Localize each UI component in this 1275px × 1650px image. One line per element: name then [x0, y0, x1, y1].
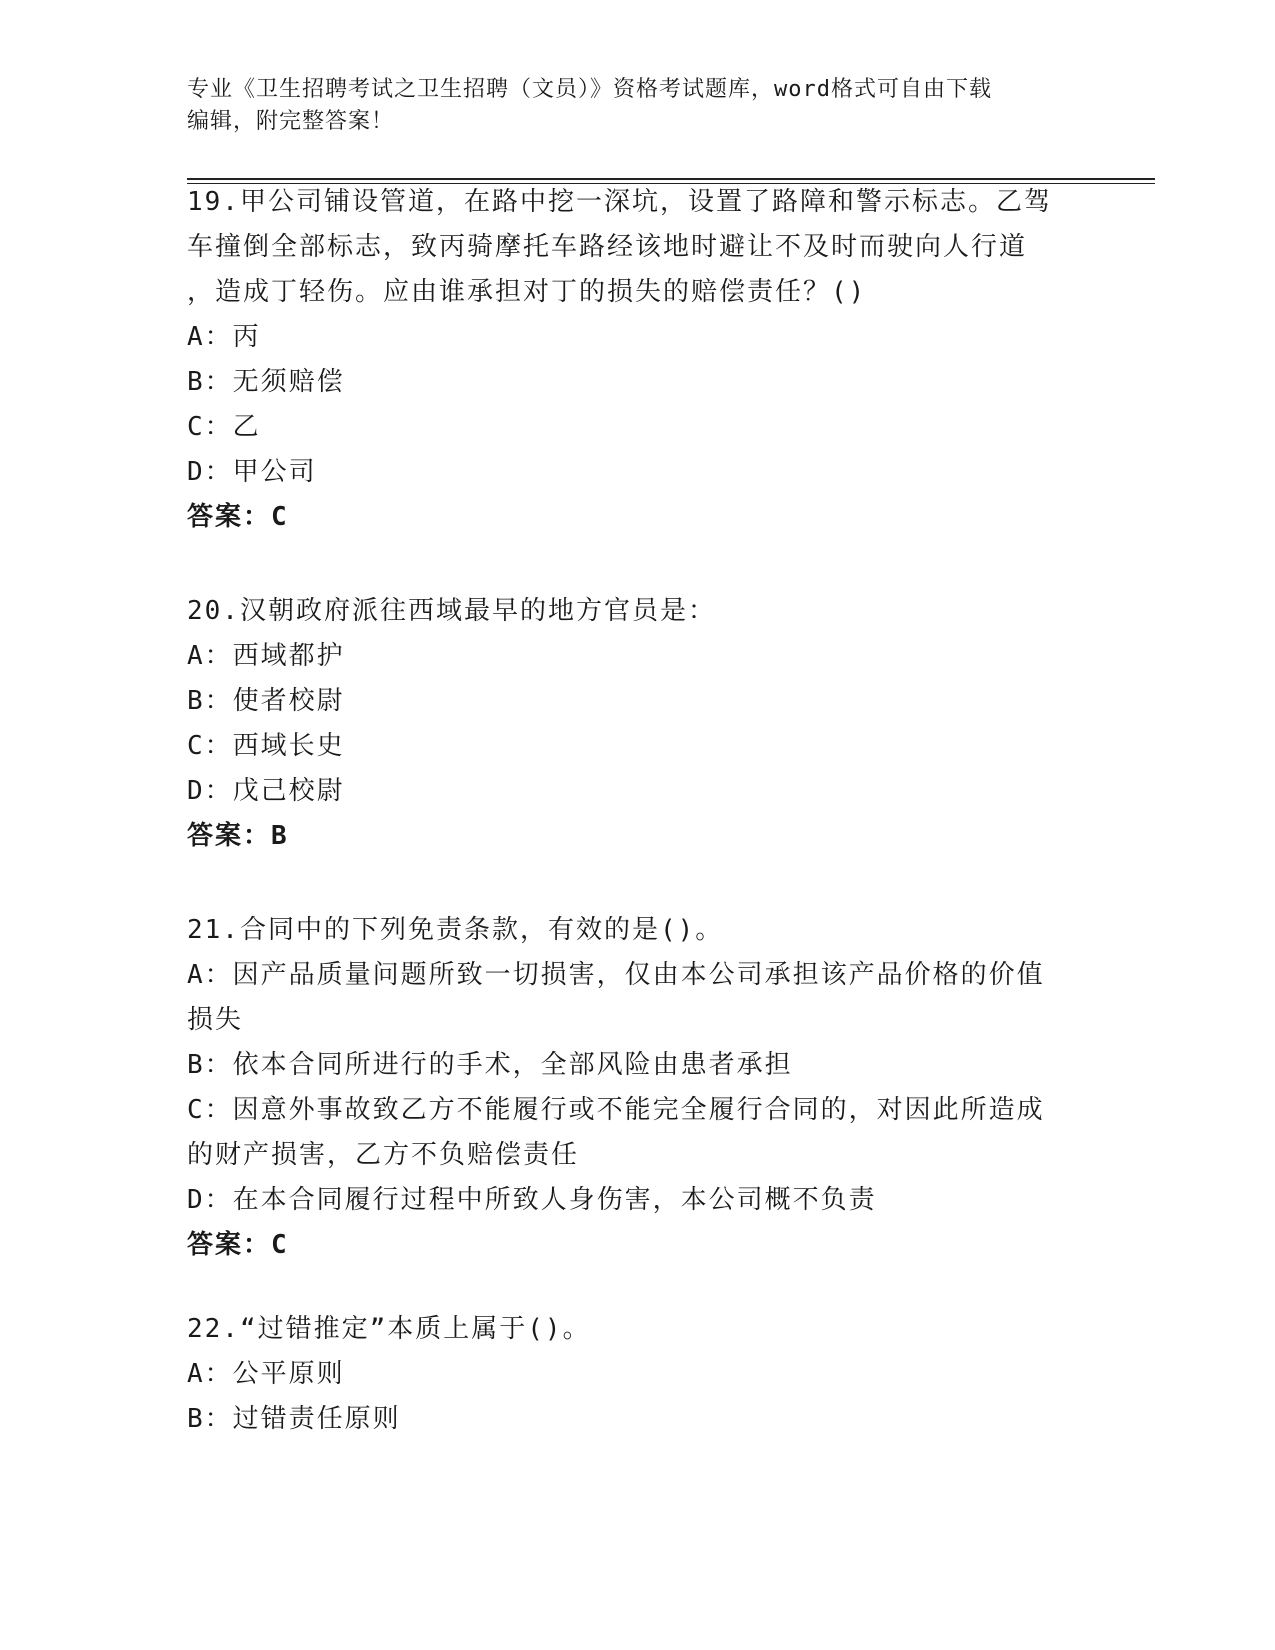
question-stem-line: ，造成丁轻伤。应由谁承担对丁的损失的赔偿责任？(): [187, 277, 867, 307]
question-stem-line: 车撞倒全部标志，致丙骑摩托车路经该地时避让不及时而驶向人行道: [187, 232, 1028, 262]
option-a: A：公平原则: [187, 1359, 345, 1389]
option-b: B：依本合同所进行的手术，全部风险由患者承担: [187, 1050, 793, 1080]
option-d: D：甲公司: [187, 457, 317, 487]
intro-line-2: 编辑，附完整答案！: [187, 109, 395, 134]
option-a: A：因产品质量问题所致一切损害，仅由本公司承担该产品价格的价值: [187, 960, 1045, 990]
option-a: A：丙: [187, 322, 261, 352]
question-stem-line: 20.汉朝政府派往西域最早的地方官员是：: [187, 596, 716, 626]
answer-label: 答案：C: [187, 1230, 289, 1260]
option-a: A：西域都护: [187, 641, 345, 671]
option-c-continued: 的财产损害，乙方不负赔偿责任: [187, 1140, 580, 1170]
question-21: [187, 908, 1077, 1268]
question-19: [187, 180, 1077, 540]
option-a-continued: 损失: [187, 1005, 244, 1035]
question-stem-line: 21.合同中的下列免责条款，有效的是()。: [187, 915, 724, 945]
option-c: C：乙: [187, 412, 261, 442]
question-20: [187, 589, 1077, 859]
option-b: B：无须赔偿: [187, 367, 345, 397]
option-b: B：过错责任原则: [187, 1404, 401, 1434]
answer-label: 答案：C: [187, 502, 289, 532]
option-c: C：西域长史: [187, 731, 345, 761]
option-d: D：在本合同履行过程中所致人身伤害，本公司概不负责: [187, 1185, 877, 1215]
option-d: D：戊己校尉: [187, 776, 345, 806]
answer-label: 答案：B: [187, 821, 289, 851]
option-b: B：使者校尉: [187, 686, 345, 716]
question-stem-line: 22.“过错推定”本质上属于()。: [187, 1314, 591, 1344]
question-22: [187, 1307, 1077, 1442]
question-stem-line: 19.甲公司铺设管道，在路中挖一深坑，设置了路障和警示标志。乙驾: [187, 187, 1052, 217]
option-c: C：因意外事故致乙方不能履行或不能完全履行合同的，对因此所造成: [187, 1095, 1045, 1125]
document-intro: [187, 74, 1067, 138]
intro-line-1: 专业《卫生招聘考试之卫生招聘（文员）》资格考试题库，word格式可自由下载: [187, 77, 992, 102]
